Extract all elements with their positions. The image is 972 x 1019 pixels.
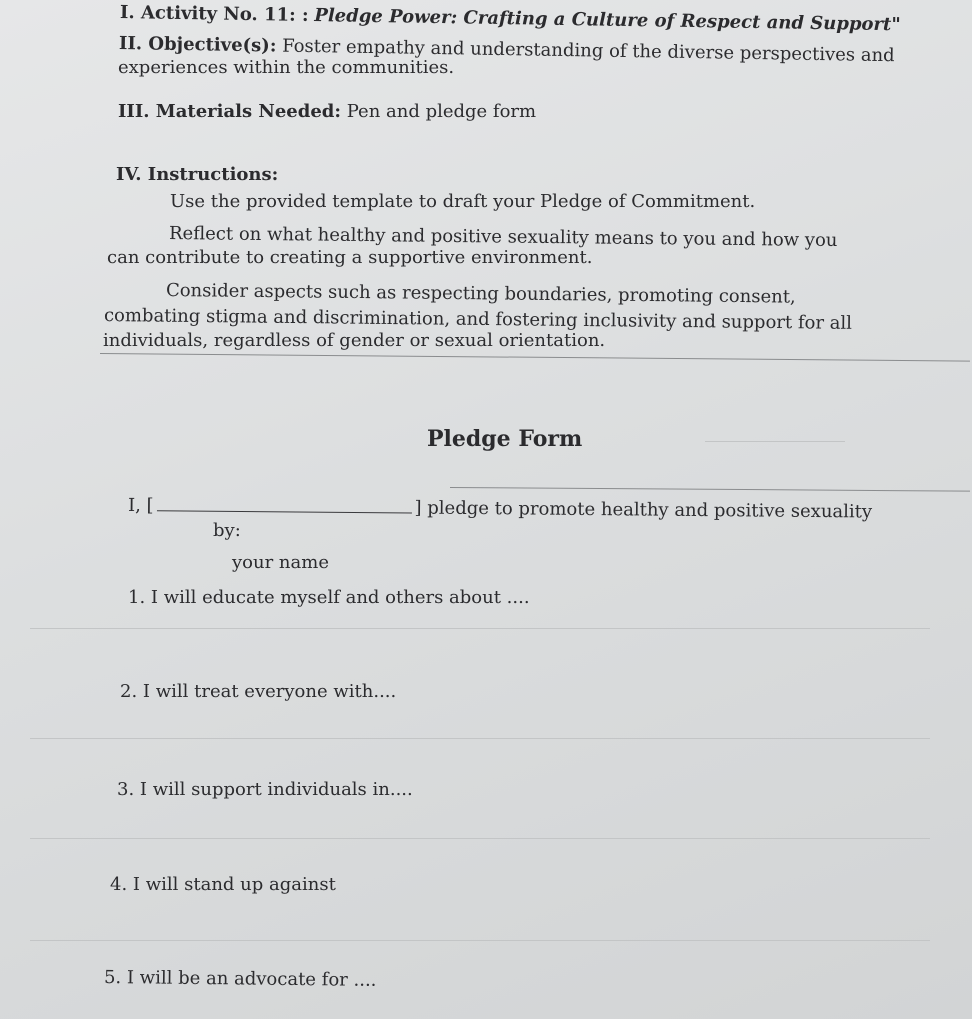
instructions-p2-line2: can contribute to creating a supportive environment. (107, 247, 593, 268)
pledge-lead-prefix: I, [ (127, 495, 154, 517)
form-grid-line (30, 940, 930, 941)
pledge-by: by: (213, 520, 241, 541)
objective-label: II. Objective(s): (118, 33, 277, 57)
form-grid-line (30, 628, 930, 629)
materials-line (118, 101, 536, 123)
form-grid-line (30, 838, 930, 839)
pledge-item-3: 3. I will support individuals in.... (117, 779, 413, 800)
pledge-item-4: 4. I will stand up against (110, 874, 336, 895)
activity-heading (120, 2, 901, 36)
objective-text-1: Foster empathy and understanding of the diverse perspectives and (282, 35, 895, 67)
instructions-label: IV. Instructions: (116, 164, 279, 185)
materials-label: III. Materials Needed: (118, 101, 341, 122)
materials-text: Pen and pledge form (346, 101, 537, 122)
instructions-p3-line1: Consider aspects such as respecting boundaries, promoting consent, (165, 280, 796, 308)
objective-line-2 (118, 57, 454, 79)
name-caption: your name (232, 552, 329, 573)
activity-label: I. Activity No. 11: : (119, 2, 309, 26)
instructions-p1: Use the provided template to draft your Pledge of Commitment. (170, 191, 756, 212)
instructions-p3-line2: combating stigma and discrimination, and fostering inclusivity and support for all (103, 305, 853, 334)
instructions-p2-line1: Reflect on what healthy and positive sexuality means to you and how you (168, 223, 838, 251)
form-top-rule (450, 487, 970, 492)
name-blank-field[interactable] (157, 496, 412, 513)
form-grid-line (30, 738, 930, 739)
instructions-p3-line3: individuals, regardless of gender or sexual orientation. (103, 330, 606, 351)
objective-text-2: experiences within the communities. (118, 57, 455, 78)
pledge-form-title: Pledge Form (427, 426, 583, 452)
activity-title: Pledge Power: Crafting a Culture of Respect and Support" (314, 5, 901, 36)
pledge-lead-suffix: ] pledge to promote healthy and positive sexuality (414, 497, 873, 523)
pledge-item-2: 2. I will treat everyone with.... (120, 681, 397, 702)
pledge-item-5: 5. I will be an advocate for .... (103, 967, 377, 991)
pledge-item-1: 1. I will educate myself and others about .... (128, 587, 530, 608)
section-divider (100, 353, 970, 362)
decorative-line (705, 441, 845, 442)
